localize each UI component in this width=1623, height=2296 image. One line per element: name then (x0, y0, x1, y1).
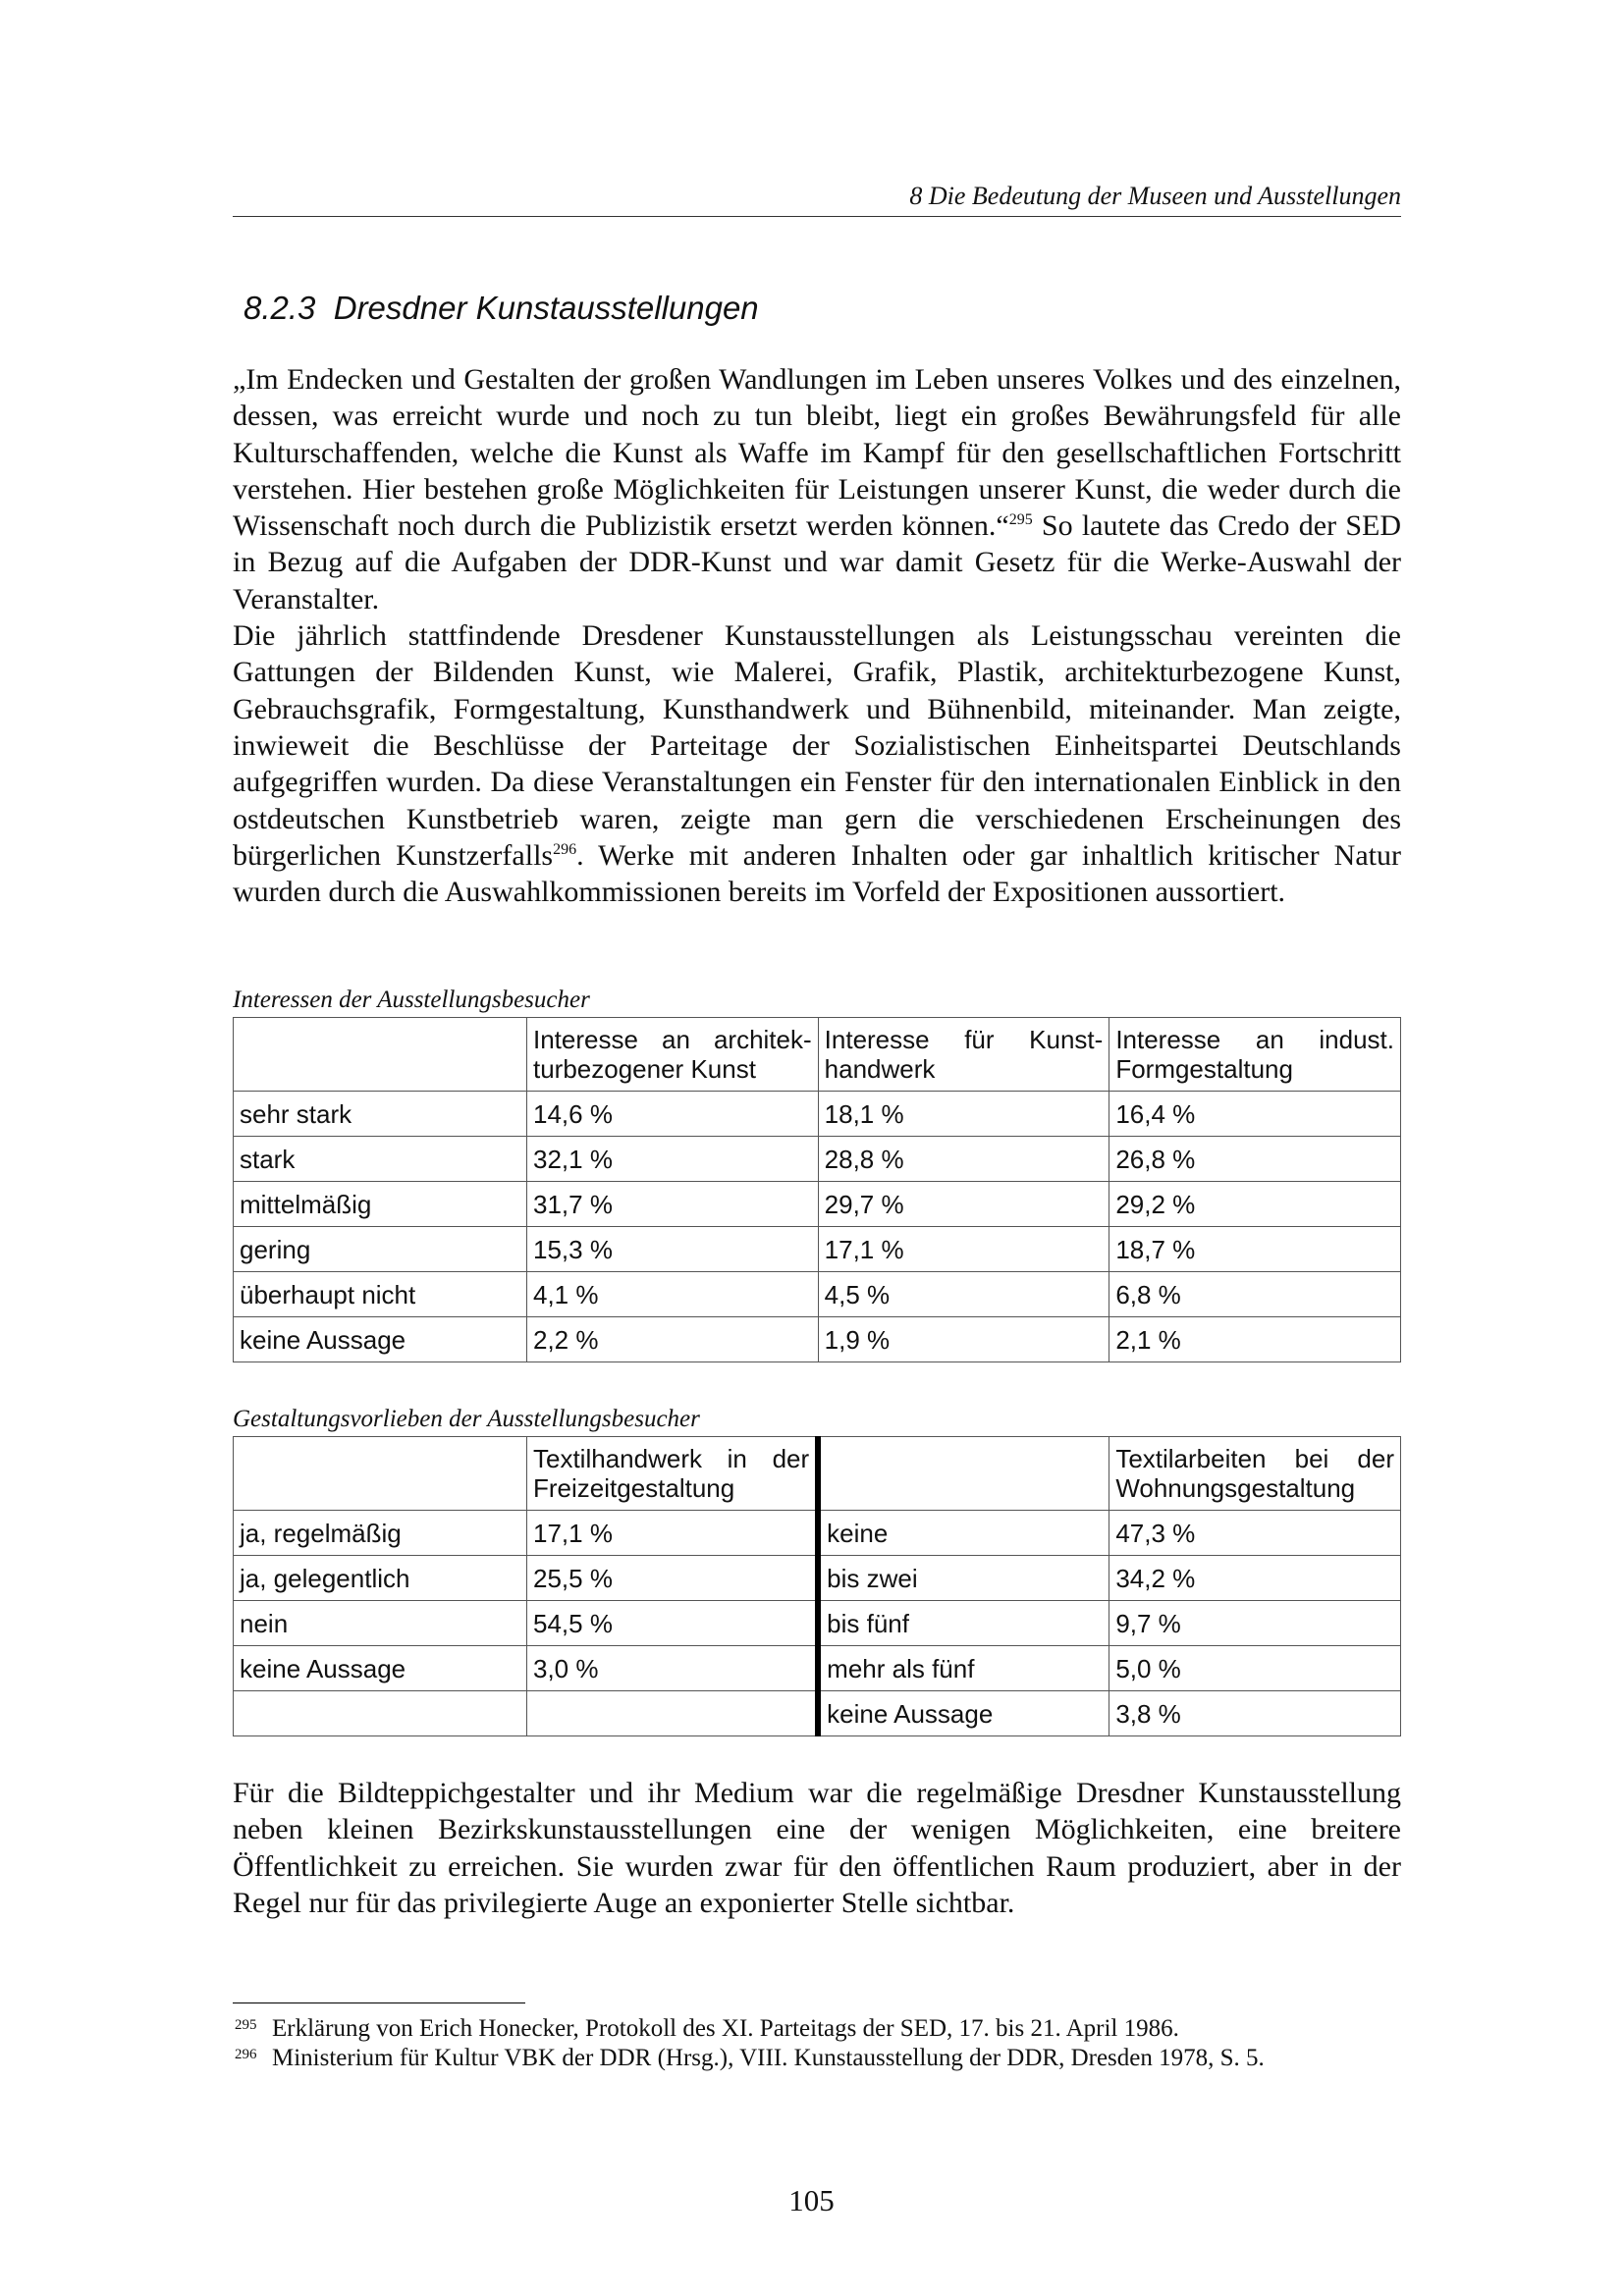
footnote-number: 295 (235, 2017, 257, 2033)
preferences-table-header-cell (1109, 1437, 1401, 1511)
interests-table-cell: 4,1 % (527, 1272, 819, 1317)
interests-table-cell: 17,1 % (818, 1227, 1109, 1272)
interests-table-row (234, 1092, 1401, 1137)
page-number: 105 (788, 2183, 835, 2217)
preferences-table-header-row (234, 1437, 1401, 1511)
footnotes (233, 2014, 1401, 2073)
interests-table-row (234, 1182, 1401, 1227)
footnote (233, 2044, 1401, 2073)
section-title: 8.2.3 Dresdner Kunstausstellungen (243, 290, 759, 326)
interests-table-row (234, 1137, 1401, 1182)
interests-table-cell: 29,2 % (1109, 1182, 1401, 1227)
preferences-table-row (234, 1556, 1401, 1601)
interests-table-cell: stark (234, 1137, 527, 1182)
header-line: Wohnungsgestaltung (1115, 1473, 1356, 1503)
preferences-table-cell: 3,8 % (1109, 1691, 1401, 1736)
interests-table-cell: 18,1 % (818, 1092, 1109, 1137)
preferences-table-cell: ja, regelmäßig (234, 1511, 527, 1556)
interests-table-row (234, 1272, 1401, 1317)
paragraph-1-rest: So lautete das Credo der SED in Bezug auf die Aufgaben der DDR-Kunst und war damit Gesetz für die Werke-Auswahl der Veranstalter. (233, 509, 1401, 615)
header-line: Textilhandwerk in der (533, 1444, 810, 1473)
interests-table-cell: 32,1 % (527, 1137, 819, 1182)
interests-table-cell: 1,9 % (818, 1317, 1109, 1362)
preferences-table-cell: 34,2 % (1109, 1556, 1401, 1601)
interests-table-header-cell (1109, 1018, 1401, 1092)
interests-table-cell: 16,4 % (1109, 1092, 1401, 1137)
preferences-table-cell: ja, gelegentlich (234, 1556, 527, 1601)
footnote (233, 2014, 1401, 2044)
footnote-ref-296[interactable]: 296 (553, 840, 577, 858)
footnote-text: Ministerium für Kultur VBK der DDR (Hrsg.), VIII. Kunstausstellung der DDR, Dresden 1978, S. 5. (272, 2045, 1265, 2071)
header-line: Textilarbeiten bei der (1115, 1444, 1394, 1473)
footnote-ref-295[interactable]: 295 (1008, 511, 1033, 529)
header-line (240, 1444, 520, 1473)
interests-table-header-cell (234, 1018, 527, 1092)
preferences-table-cell: 17,1 % (527, 1511, 819, 1556)
paragraph-1-quote: „Im Endecken und Gestalten der großen Wandlungen im Leben unseres Volkes und des einzelnen, dessen, was erreicht wurde und noch zu tun bleibt, liegt ein großes Bewährungsfeld für alle Kulturschaffenden, welche die Kunst als Waffe im Kampf für den gesellschaftlichen Fortschritt verstehen. Hier bestehen große Möglichkeiten für Leistungen unserer Kunst, die weder durch die Wissenschaft noch durch die Publizistik ersetzt werden können.“ (233, 363, 1401, 543)
paragraph-1 (233, 361, 1401, 617)
header-line (240, 1054, 520, 1084)
interests-table-cell: 31,7 % (527, 1182, 819, 1227)
running-header: 8 Die Bedeutung der Museen und Ausstellungen (233, 181, 1401, 217)
interests-table-cell: 6,8 % (1109, 1272, 1401, 1317)
interests-table-cell: keine Aussage (234, 1317, 527, 1362)
preferences-table-cell: 3,0 % (527, 1646, 819, 1691)
interests-table-cell: 14,6 % (527, 1092, 819, 1137)
interests-table-header-row (234, 1018, 1401, 1092)
interests-table-cell: 28,8 % (818, 1137, 1109, 1182)
preferences-table-cell: 25,5 % (527, 1556, 819, 1601)
preferences-table-cell: keine Aussage (818, 1691, 1109, 1736)
design-preferences-table (233, 1436, 1401, 1736)
interests-table (233, 1017, 1401, 1362)
header-line (240, 1025, 520, 1054)
body-text (233, 361, 1401, 910)
preferences-table-cell: nein (234, 1601, 527, 1646)
interests-table-cell: 29,7 % (818, 1182, 1109, 1227)
preferences-table-header-cell (818, 1437, 1109, 1511)
preferences-table-header-cell (527, 1437, 819, 1511)
preferences-table-cell: 54,5 % (527, 1601, 819, 1646)
interests-table-cell: überhaupt nicht (234, 1272, 527, 1317)
preferences-table-cell: bis fünf (818, 1601, 1109, 1646)
header-line: Formgestaltung (1115, 1054, 1293, 1084)
preferences-table-cell: bis zwei (818, 1556, 1109, 1601)
preferences-table-row (234, 1511, 1401, 1556)
header-line: Freizeitgestaltung (533, 1473, 735, 1503)
interests-table-cell: gering (234, 1227, 527, 1272)
interests-table-row (234, 1227, 1401, 1272)
footnote-divider (233, 2002, 525, 2003)
preferences-table-row (234, 1691, 1401, 1736)
preferences-table-header-cell (234, 1437, 527, 1511)
interests-table-cell: 4,5 % (818, 1272, 1109, 1317)
interests-table-cell: 2,1 % (1109, 1317, 1401, 1362)
interests-table-header-cell (818, 1018, 1109, 1092)
preferences-table-cell: mehr als fünf (818, 1646, 1109, 1691)
interests-table-cell: 2,2 % (527, 1317, 819, 1362)
header-line: Interesse an architek- (533, 1025, 812, 1054)
preferences-table-cell (234, 1691, 527, 1736)
paragraph-2-text: Die jährlich stattfindende Dresdener Kunstausstellungen als Leistungsschau vereinten die Gattungen der Bildenden Kunst, wie Malerei, Grafik, Plastik, architekturbezogene Kunst, Gebrauchsgrafik, Formgestaltung, Kunsthandwerk und Bühnenbild, miteinander. Man zeigte, inwieweit die Beschlüsse der Parteitage der Sozialistischen Einheitspartei Deutschlands aufgegriffen wurden. Da diese Veranstaltungen ein Fenster für den internationalen Einblick in den ostdeutschen Kunstbetrieb waren, zeigte man gern die verschiedenen Erscheinungen des bürgerlichen Kunstzerfalls (233, 619, 1401, 872)
table-1-caption: Interessen der Ausstellungsbesucher (233, 987, 590, 1013)
header-line (827, 1473, 1103, 1503)
preferences-table-cell: keine Aussage (234, 1646, 527, 1691)
preferences-table-cell: 47,3 % (1109, 1511, 1401, 1556)
paragraph-2-rest: . Werke mit anderen Inhalten oder gar inhaltlich kritischer Natur wurden durch die Auswahlkommissionen bereits im Vorfeld der Expositionen aussortiert. (233, 838, 1401, 909)
interests-table-cell: 26,8 % (1109, 1137, 1401, 1182)
interests-table-header-cell (527, 1018, 819, 1092)
interests-table-row (234, 1317, 1401, 1362)
paragraph-2 (233, 617, 1401, 910)
footnote-text: Erklärung von Erich Honecker, Protokoll des XI. Parteitags der SED, 17. bis 21. April 1986. (272, 2015, 1179, 2042)
preferences-table-cell (527, 1691, 819, 1736)
interests-table-cell: mittelmäßig (234, 1182, 527, 1227)
table-2-caption: Gestaltungsvorlieben der Ausstellungsbesucher (233, 1406, 700, 1432)
preferences-table-cell: 5,0 % (1109, 1646, 1401, 1691)
interests-table-cell: sehr stark (234, 1092, 527, 1137)
footnote-number: 296 (235, 2047, 257, 2062)
header-line: handwerk (824, 1054, 936, 1084)
interests-table-cell: 15,3 % (527, 1227, 819, 1272)
preferences-table-row (234, 1646, 1401, 1691)
paragraph-3: Für die Bildteppichgestalter und ihr Medium war die regelmäßige Dresdner Kunstausstellung neben kleinen Bezirkskunstausstellungen eine der wenigen Möglichkeiten, eine breitere Öffentlichkeit zu erreichen. Sie wurden zwar für den öffentlichen Raum produziert, aber in der Regel nur für das privilegierte Auge an exponierter Stelle sichtbar. (233, 1777, 1401, 1919)
interests-table-cell: 18,7 % (1109, 1227, 1401, 1272)
preferences-table-row (234, 1601, 1401, 1646)
preferences-table-cell: 9,7 % (1109, 1601, 1401, 1646)
header-line (827, 1444, 1103, 1473)
header-line: turbezogener Kunst (533, 1054, 756, 1084)
preferences-table-cell: keine (818, 1511, 1109, 1556)
header-line: Interesse an indust. (1115, 1025, 1394, 1054)
header-line (240, 1473, 520, 1503)
header-line: Interesse für Kunst- (824, 1025, 1104, 1054)
